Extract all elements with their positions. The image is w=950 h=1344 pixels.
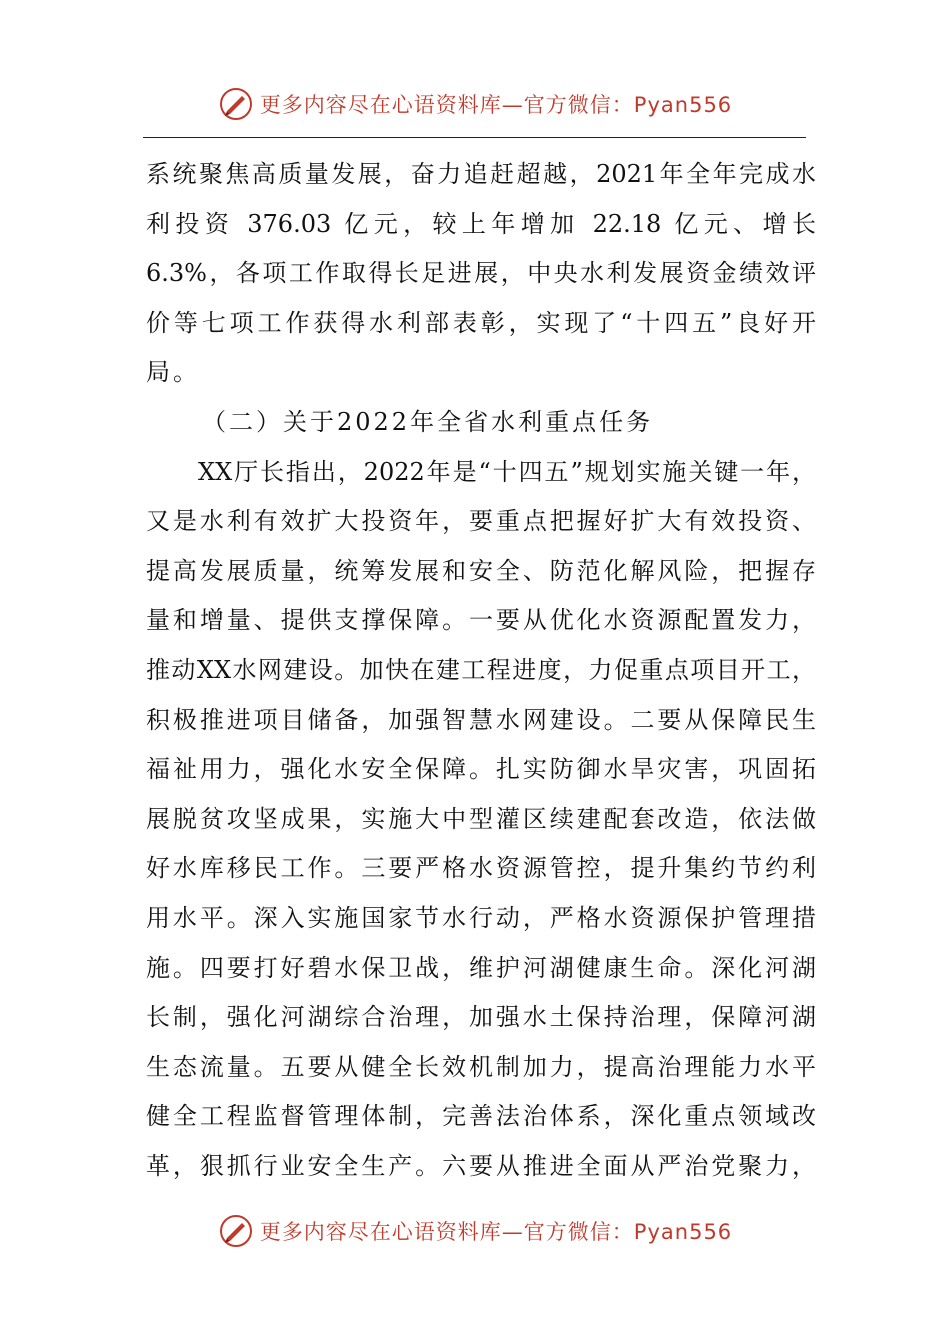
- paragraph-line: XX厅长指出，2022年是“十四五”规划实施关键一年，: [198, 457, 816, 486]
- paragraph-line: 推动XX水网建设。加快在建工程进度，力促重点项目开工，: [146, 655, 816, 684]
- paragraph-line: 福祉用力，强化水安全保障。扎实防御水旱灾害，巩固拓: [146, 755, 816, 784]
- paragraph-line: 量和增量、提供支撑保障。一要从优化水资源配置发力，: [146, 606, 816, 635]
- paragraph-line: 系统聚焦高质量发展，奋力追赶超越，2021年全年完成水: [146, 160, 816, 188]
- header-watermark-banner: [0, 82, 950, 126]
- footer-banner-text: 更多内容尽在心语资料库—官方微信：Pyan556: [259, 1220, 733, 1244]
- paragraph-line: 6.3%，各项工作取得长足进展，中央水利发展资金绩效评: [146, 259, 816, 288]
- header-divider: [143, 137, 806, 138]
- pen-logo-icon: [218, 1213, 254, 1249]
- paragraph-line: 施。四要打好碧水保卫战，维护河湖健康生命。深化河湖: [146, 953, 816, 982]
- paragraph-line: 生态流量。五要从健全长效机制加力，提高治理能力水平: [146, 1052, 816, 1081]
- paragraph-line: 价等七项工作获得水利部表彰，实现了“十四五”良好开: [146, 308, 816, 337]
- section-heading: （二）关于2022年全省水利重点任务: [202, 407, 654, 436]
- paragraph-line: 展脱贫攻坚成果，实施大中型灌区续建配套改造，依法做: [146, 804, 816, 833]
- paragraph-line: 革，狠抓行业安全生产。六要从推进全面从严治党聚力，: [146, 1151, 816, 1180]
- paragraph-line: 健全工程监督管理体制，完善法治体系，深化重点领域改: [146, 1102, 816, 1131]
- paragraph-line: 又是水利有效扩大投资年，要重点把握好扩大有效投资、: [146, 507, 816, 536]
- paragraph-line: 积极推进项目储备，加强智慧水网建设。二要从保障民生: [146, 705, 816, 734]
- footer-watermark-banner: [0, 1209, 950, 1253]
- paragraph-line: 好水库移民工作。三要严格水资源管控，提升集约节约利: [146, 854, 816, 883]
- paragraph-line: 长制，强化河湖综合治理，加强水土保持治理，保障河湖: [146, 1003, 816, 1032]
- paragraph-line: 利投资 376.03 亿元，较上年增加 22.18 亿元、增长: [146, 209, 816, 238]
- document-body: [146, 150, 816, 1191]
- pen-logo-icon: [218, 86, 254, 122]
- paragraph-line: 用水平。深入实施国家节水行动，严格水资源保护管理措: [146, 903, 816, 932]
- header-banner-text: 更多内容尽在心语资料库—官方微信：Pyan556: [259, 93, 733, 117]
- paragraph-line: 局。: [146, 358, 200, 387]
- paragraph-line: 提高发展质量，统筹发展和安全、防范化解风险，把握存: [146, 556, 816, 585]
